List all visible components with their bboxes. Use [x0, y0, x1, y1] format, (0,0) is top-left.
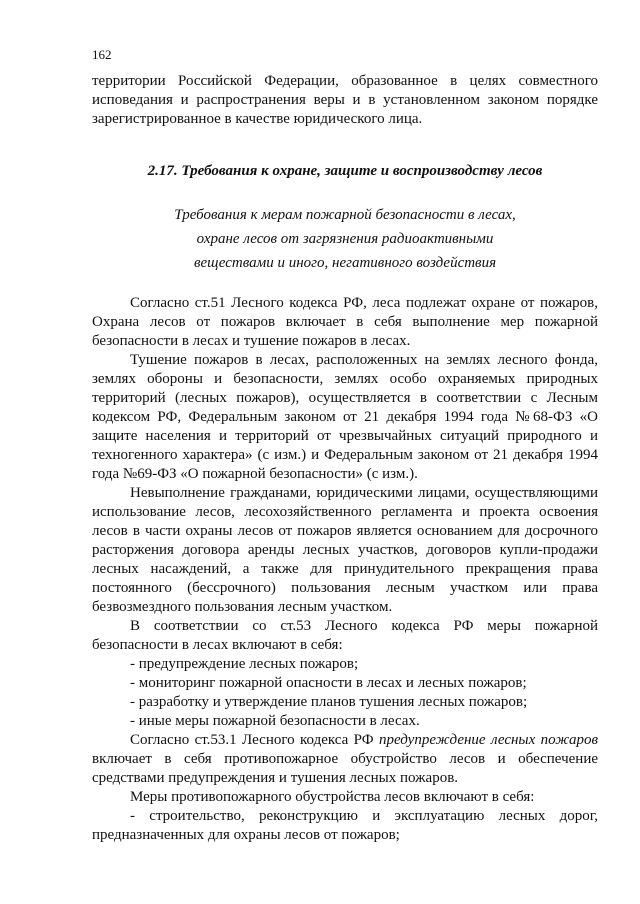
intro-block: [92, 72, 598, 129]
subheading-line: Требования к мерам пожарной безопасности в лесах,: [174, 207, 516, 223]
paragraph: - строительство, реконструкцию и эксплуатацию лесных дорог, предназначенных для охраны лесов от пожаров;: [92, 808, 598, 843]
paragraph: Невыполнение гражданами, юридическими лицами, осуществляющими использование лесов, лесохозяйственного регламента и проекта освоения лесов в части охраны лесов от пожаров является основанием для досрочного расторжения договора аренды лесных участков, договоров купли-продажи лесных насаждений, а также для принудительного прекращения права постоянного (бессрочного) пользования лесным участком или права безвозмездного пользования лесным участком.: [92, 485, 598, 615]
subheading-line: веществами и иного, негативного воздействия: [193, 255, 497, 271]
paragraph-text: Согласно ст.53.1 Лесного кодекса РФ: [130, 732, 379, 748]
paragraph: Тушение пожаров в лесах, расположенных на землях лесного фонда, землях обороны и безопасности, землях особо охраняемых природных территорий (лесных пожаров), осуществляется в соответствии с Лесным кодексом РФ, Федеральным законом от 21 декабря 1994 года №68-ФЗ «О защите населения и территорий от чрезвычайных ситуаций природного и техногенного характера» (с изм.) и Федеральным законом от 21 декабря 1994 года №69-ФЗ «О пожарной безопасности» (с изм.).: [92, 352, 598, 482]
intro-paragraph: территории Российской Федерации, образованное в целях совместного исповедания и распространения веры и в установленном законом порядке зарегистрированное в качестве юридического лица.: [92, 73, 598, 127]
section-heading: 2.17. Требования к охране, защите и воспроизводству лесов: [147, 163, 543, 179]
paragraph: Согласно ст.51 Лесного кодекса РФ, леса подлежат охране от пожаров, Охрана лесов от пожаров включает в себя выполнение мер пожарной безопасности в лесах и тушение пожаров в лесах.: [92, 295, 598, 349]
paragraph: В соответствии со ст.53 Лесного кодекса РФ меры пожарной безопасности в лесах включают в себя:: [92, 618, 598, 653]
list-item: - предупреждение лесных пожаров;: [130, 656, 359, 672]
subheading-line: охране лесов от загрязнения радиоактивными: [196, 231, 494, 247]
list-item: - разработку и утверждение планов тушения лесных пожаров;: [130, 694, 528, 710]
paragraph: Меры противопожарного обустройства лесов включают в себя:: [130, 789, 535, 805]
page-number: 162: [92, 47, 112, 62]
list-item: - иные меры пожарной безопасности в лесах.: [130, 713, 420, 729]
list-item: - мониторинг пожарной опасности в лесах и лесных пожаров;: [130, 675, 527, 691]
emphasis-text: предупреждение лесных пожаров: [378, 732, 599, 748]
paragraph: [92, 731, 598, 788]
body-text: [92, 294, 598, 845]
paragraph-text: включает в себя противопожарное обустройство лесов и обеспечение средствами предупреждения и тушения лесных пожаров.: [92, 751, 598, 786]
subheading: [92, 203, 598, 275]
